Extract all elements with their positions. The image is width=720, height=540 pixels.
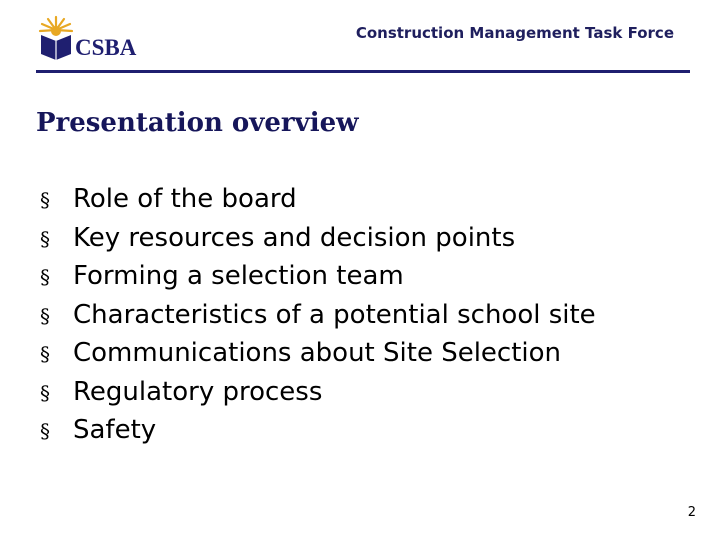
bullet-marker: § (40, 419, 50, 443)
csba-logo-mark (38, 14, 138, 62)
bullet-text: Communications about Site Selection (73, 338, 562, 368)
bullet-item (40, 377, 596, 416)
logo-text: CSBA (75, 35, 137, 60)
bullet-marker: § (40, 226, 50, 251)
bullet-item (40, 300, 596, 339)
header-title: Construction Management Task Force (355, 24, 674, 42)
bullet-marker: § (40, 342, 50, 366)
bullet-marker: § (40, 303, 50, 328)
bullet-text: Characteristics of a potential school site (73, 299, 596, 330)
bullet-item (40, 338, 596, 377)
bullet-text: Key resources and decision points (73, 222, 516, 253)
bullet-text: Forming a selection team (73, 261, 404, 291)
bullet-marker: § (40, 265, 50, 289)
bullet-item (40, 261, 596, 300)
csba-logo (38, 14, 138, 62)
slide-title: Presentation overview (36, 108, 359, 138)
bullet-marker: § (40, 380, 50, 405)
bullet-text: Role of the board (73, 184, 297, 214)
bullet-item (40, 184, 596, 223)
header-divider (36, 70, 690, 73)
bullet-text: Safety (73, 415, 157, 445)
bullet-text: Regulatory process (73, 376, 323, 407)
bullet-marker: § (40, 188, 50, 212)
bullet-list (40, 184, 596, 454)
bullet-item (40, 223, 596, 262)
bullet-item (40, 415, 596, 454)
page-number: 2 (687, 505, 696, 520)
